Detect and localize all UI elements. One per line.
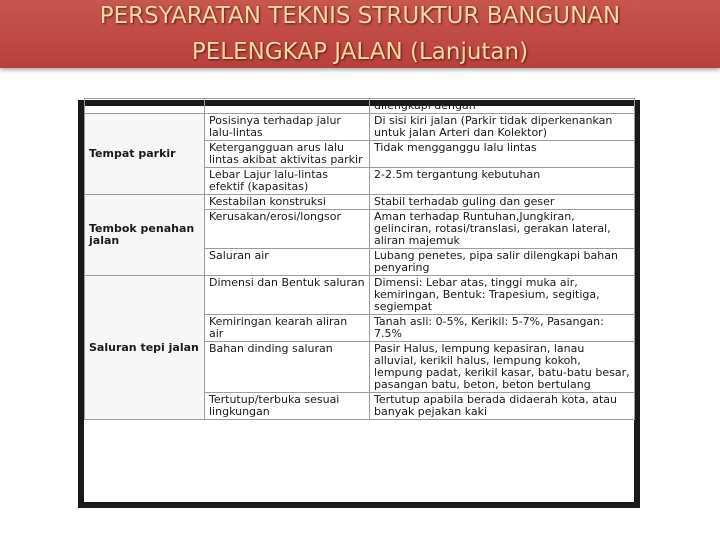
table-cell-aspect: Posisinya terhadap jalur lalu-lintas bbox=[205, 114, 370, 141]
table-cell-aspect: Dimensi dan Bentuk saluran bbox=[205, 276, 370, 315]
table-cell-requirement: Pasir Halus, lempung kepasiran, lanau alluvial, kerikil halus, lempung kokoh, lempung padat, kerikil kasar, batu-batu besar, pasangan batu, beton, beton bertulang bbox=[370, 342, 635, 393]
title-bar bbox=[0, 0, 720, 68]
table-cell-aspect: Bahan dinding saluran bbox=[205, 342, 370, 393]
table-cell-aspect: Tertutup/terbuka sesuai lingkungan bbox=[205, 393, 370, 420]
table-cell-aspect: Kestabilan konstruksi bbox=[205, 195, 370, 210]
table-row-cut-off bbox=[85, 99, 635, 114]
slide-title-line-2: PELENGKAP JALAN (Lanjutan) bbox=[191, 39, 529, 65]
table-cell-requirement: Tanah asli: 0-5%, Kerikil: 5-7%, Pasangan: 7.5% bbox=[370, 315, 635, 342]
table-cell-requirement: Di sisi kiri jalan (Parkir tidak diperkenankan untuk jalan Arteri dan Kolektor) bbox=[370, 114, 635, 141]
table-cell-requirement: Lubang penetes, pipa salir dilengkapi bahan penyaring bbox=[370, 249, 635, 276]
table-cell-requirement: Aman terhadap Runtuhan,Jungkiran, gelinciran, rotasi/translasi, gerakan lateral, aliran majemuk bbox=[370, 210, 635, 249]
table-cell-aspect: Ketergangguan arus lalu lintas akibat aktivitas parkir bbox=[205, 141, 370, 168]
table-row bbox=[85, 114, 635, 141]
table-cell-aspect: Saluran air bbox=[205, 249, 370, 276]
category-cell-saluran-tepi-jalan: Saluran tepi jalan bbox=[85, 276, 205, 420]
table-row bbox=[85, 195, 635, 210]
table-cell-requirement: Stabil terhadab guling dan geser bbox=[370, 195, 635, 210]
table-viewport bbox=[84, 99, 634, 502]
table-row bbox=[85, 276, 635, 315]
requirements-table bbox=[84, 98, 635, 420]
slide-title-line-1: PERSYARATAN TEKNIS STRUKTUR BANGUNAN bbox=[99, 3, 621, 29]
table-cell-requirement: Tidak mengganggu lalu lintas bbox=[370, 141, 635, 168]
table-cell-aspect: Lebar Lajur lalu-lintas efektif (kapasitas) bbox=[205, 168, 370, 195]
table-cell-requirement: dilengkapi dengan bbox=[370, 99, 635, 114]
table-cell-requirement: Dimensi: Lebar atas, tinggi muka air, kemiringan, Bentuk: Trapesium, segitiga, segiempat bbox=[370, 276, 635, 315]
category-cell-tembok-penahan-jalan: Tembok penahan jalan bbox=[85, 195, 205, 276]
table-cell bbox=[85, 99, 205, 114]
table-cell-requirement: Tertutup apabila berada didaerah kota, atau banyak pejakan kaki bbox=[370, 393, 635, 420]
table-cell-aspect: Kerusakan/erosi/longsor bbox=[205, 210, 370, 249]
table-cell bbox=[205, 99, 370, 114]
category-cell-tempat-parkir: Tempat parkir bbox=[85, 114, 205, 195]
table-cell-requirement: 2-2.5m tergantung kebutuhan bbox=[370, 168, 635, 195]
table-cell-aspect: Kemiringan kearah aliran air bbox=[205, 315, 370, 342]
